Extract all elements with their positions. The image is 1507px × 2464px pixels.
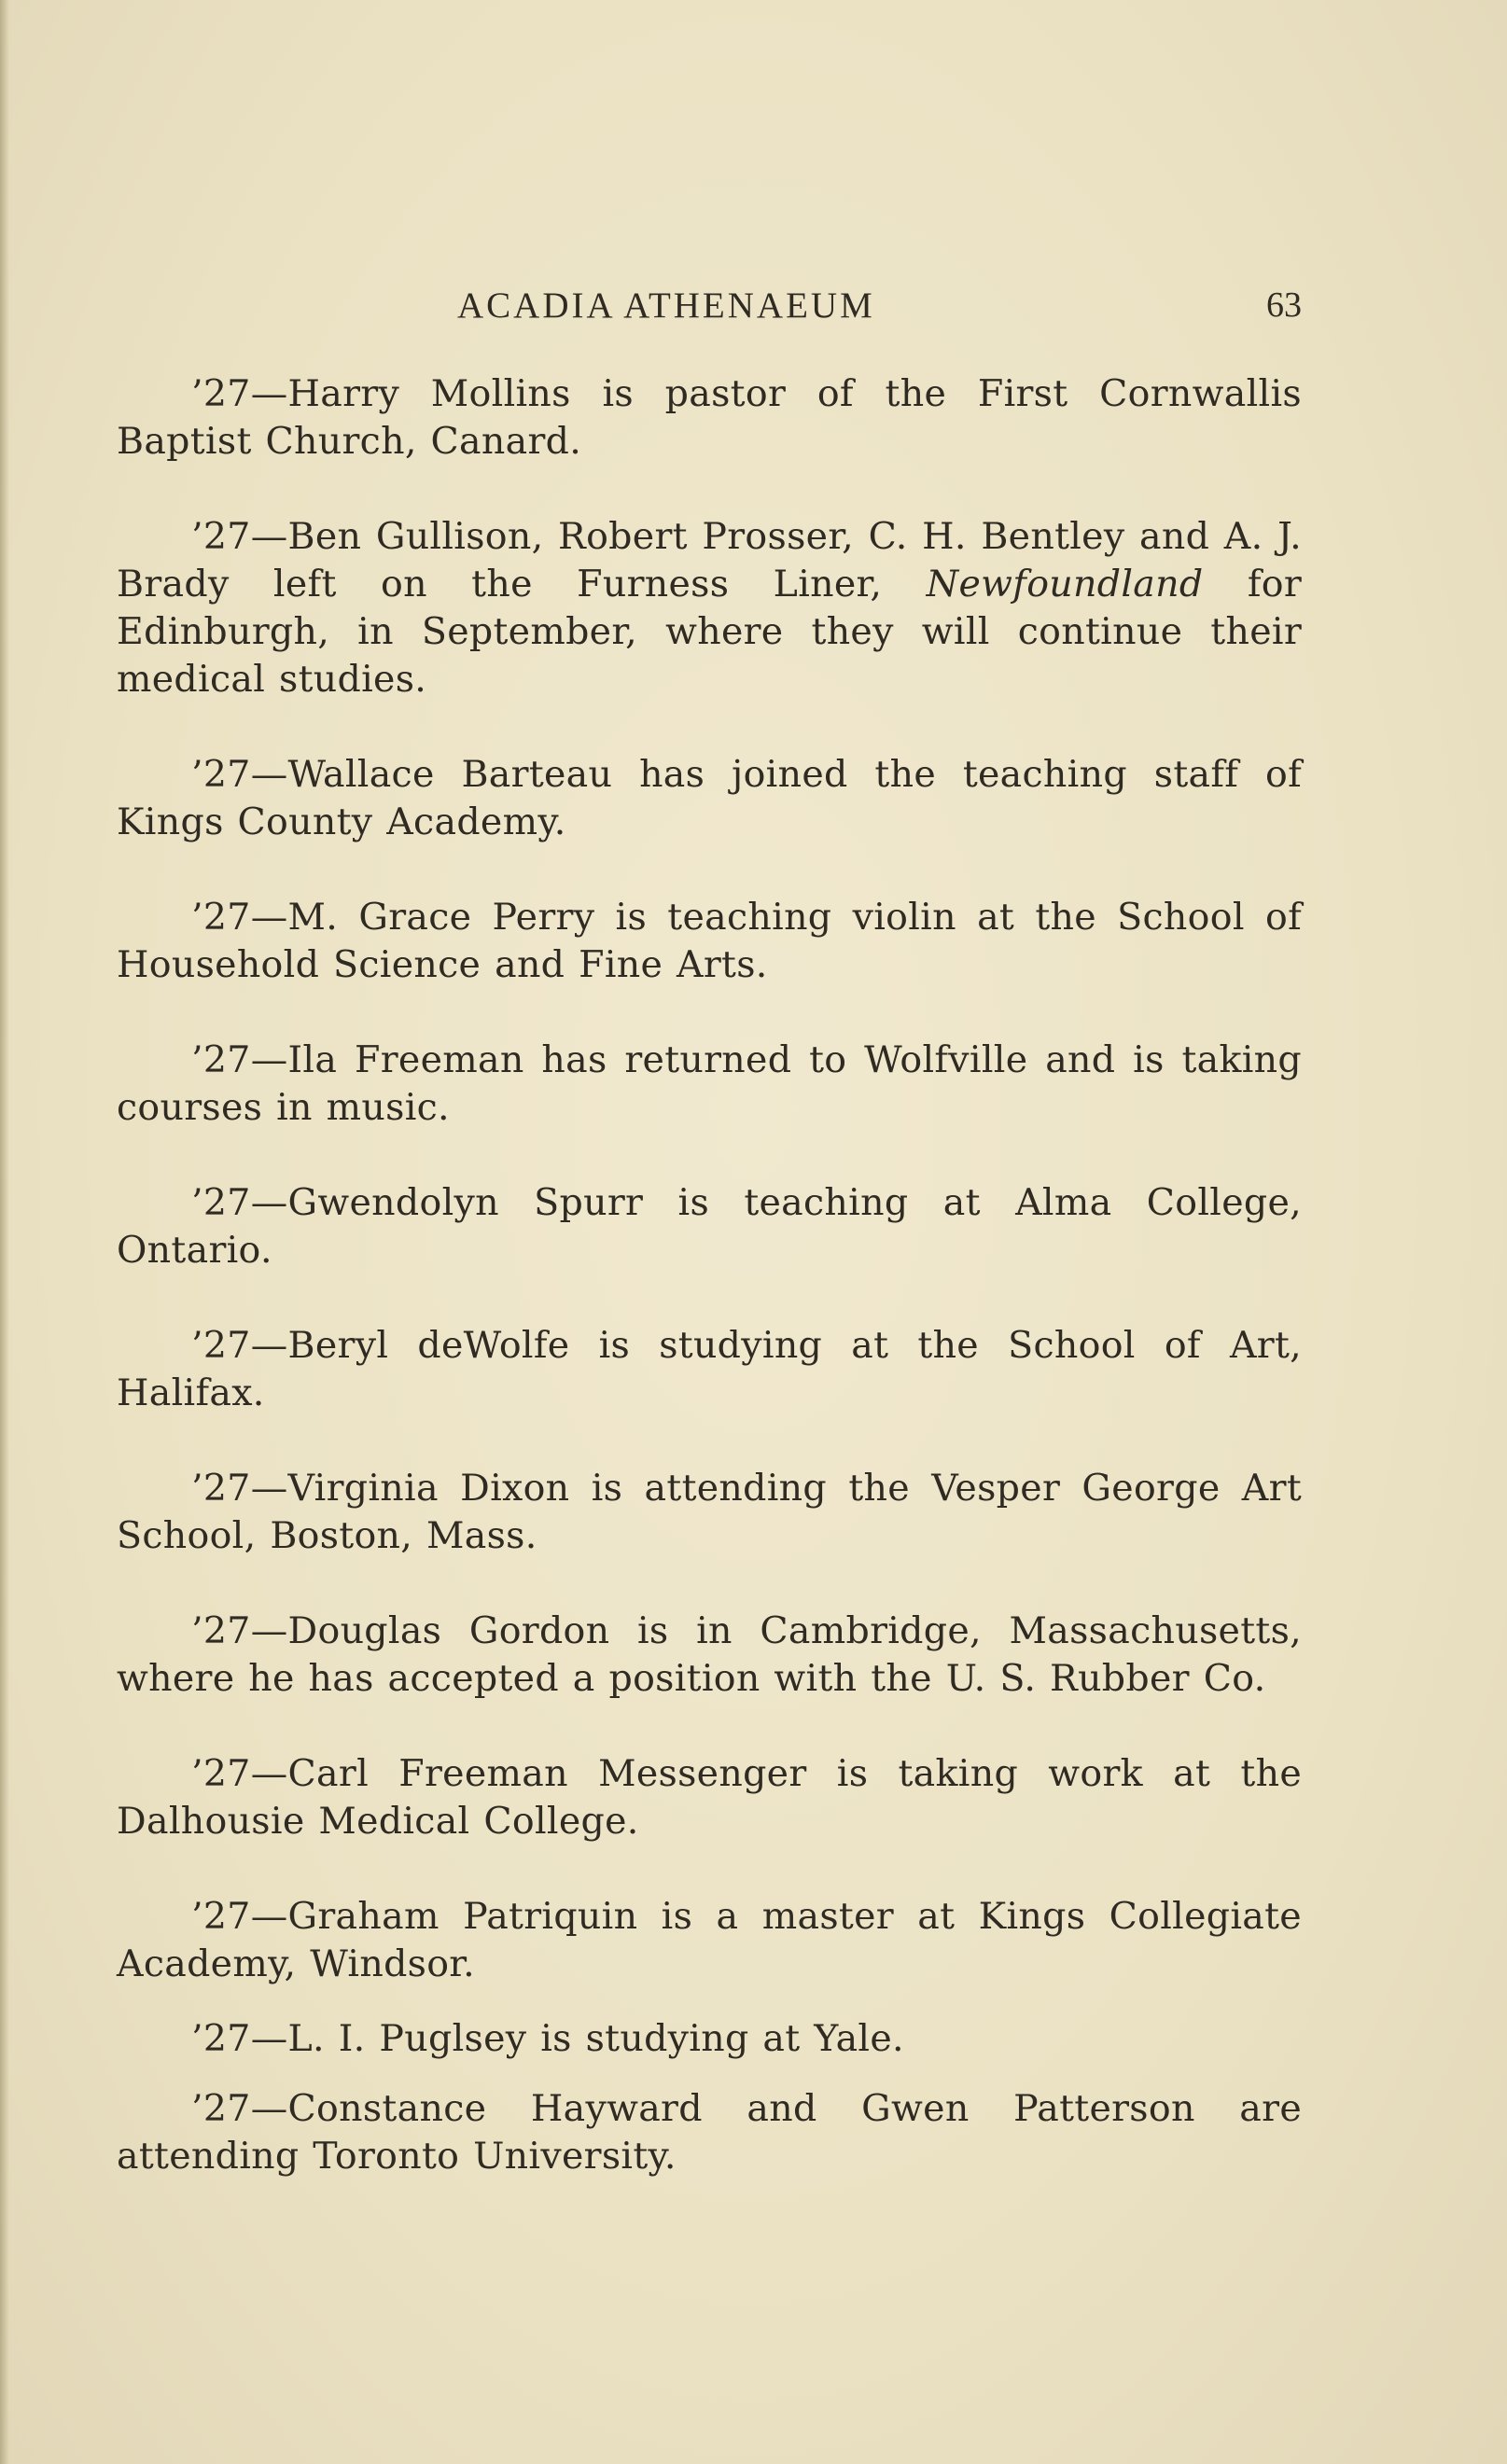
page-number: 63 [1266,285,1302,325]
alumni-note: ’27—Beryl deWolfe is studying at the School of Art, Halifax. [117,1324,1302,1414]
alumni-note: ’27—Graham Patriquin is a master at Kings Collegiate Academy, Windsor. [117,1895,1302,1985]
alumni-note: ’27—M. Grace Perry is teaching violin at the School of Household Science and Fine Arts. [117,896,1302,986]
alumni-note: ’27—Ben Gullison, Robert Prosser, C. H. Bentley and A. J. Brady left on the Furness Liner, Newfoundland for Edinburgh, in September, where they will continue their medical studies. [117,515,1302,701]
alumni-note: ’27—Constance Hayward and Gwen Patterson are attending Toronto University. [117,2087,1302,2178]
alumni-note: ’27—Carl Freeman Messenger is taking work at the Dalhousie Medical College. [117,1752,1302,1843]
ship-name: Newfoundland [926,563,1204,606]
alumni-note: ’27—Harry Mollins is pastor of the First Cornwallis Baptist Church, Canard. [117,372,1302,463]
alumni-note: ’27—Gwendolyn Spurr is teaching at Alma College, Ontario. [117,1181,1302,1272]
alumni-note: ’27—Wallace Barteau has joined the teaching staff of Kings County Academy. [117,753,1302,843]
page-binding-edge [0,0,9,2464]
alumni-note: ’27—Virginia Dixon is attending the Vesper George Art School, Boston, Mass. [117,1467,1302,1557]
alumni-note: ’27—Douglas Gordon is in Cambridge, Massachusetts, where he has accepted a position with the U. S. Rubber Co. [117,1609,1302,1700]
alumni-note: ’27—L. I. Puglsey is studying at Yale. [191,2017,904,2060]
journal-title: ACADIA ATHENAEUM [457,285,875,326]
running-header [117,285,1302,341]
alumni-note: ’27—Ila Freeman has returned to Wolfville and is taking courses in music. [117,1038,1302,1129]
